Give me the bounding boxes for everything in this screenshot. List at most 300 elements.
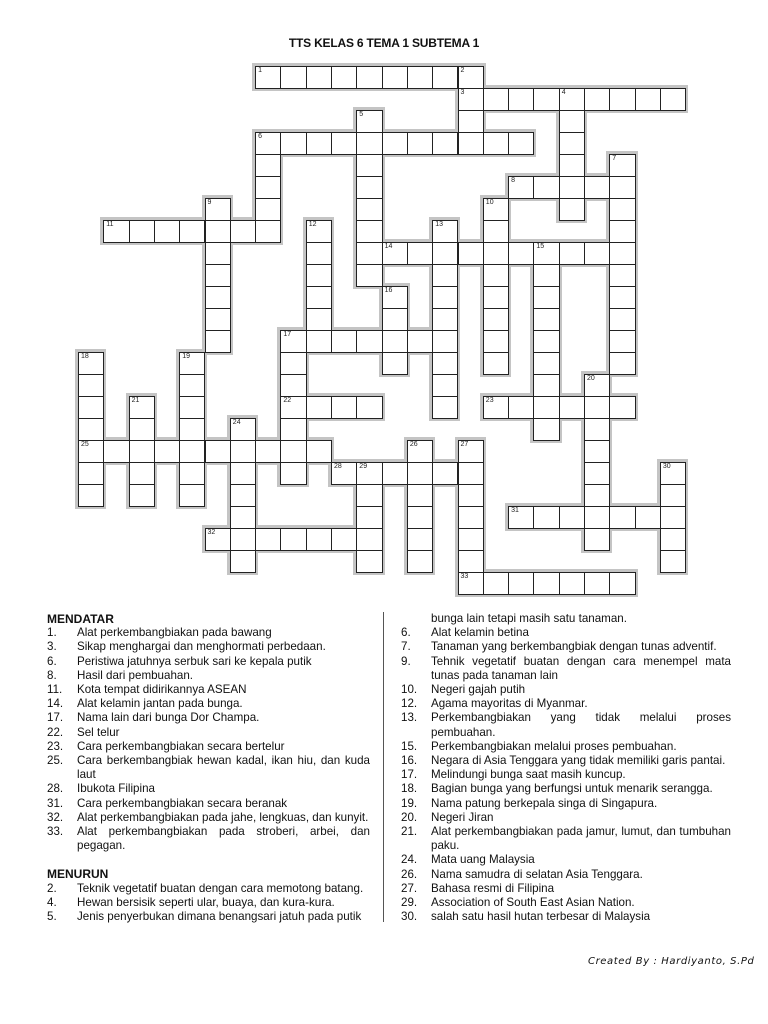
clue-number: 17. <box>47 711 64 725</box>
crossword-cell[interactable] <box>205 440 231 463</box>
crossword-cell[interactable] <box>205 308 231 331</box>
crossword-cell[interactable] <box>609 506 635 529</box>
crossword-cell[interactable] <box>660 462 686 485</box>
crossword-cell[interactable] <box>179 374 205 397</box>
crossword-cell[interactable] <box>205 264 231 287</box>
crossword-cell[interactable] <box>432 396 458 419</box>
clue-item <box>401 882 731 896</box>
clue-number: 10. <box>401 683 418 697</box>
crossword-cell[interactable] <box>78 374 104 397</box>
down-clue-list-continued <box>401 626 731 924</box>
crossword-cell[interactable] <box>533 308 559 331</box>
clue-text: Nama samudra di selatan Asia Tenggara. <box>431 867 643 881</box>
clue-text: Bagian bunga yang berfungsi untuk menarik serangga. <box>431 782 713 796</box>
crossword-cell[interactable] <box>154 440 180 463</box>
crossword-cell[interactable] <box>508 572 534 595</box>
crossword-cell[interactable] <box>584 88 610 111</box>
clue-number: 23. <box>47 739 64 753</box>
crossword-cell[interactable] <box>584 242 610 265</box>
crossword-cell[interactable] <box>609 198 635 221</box>
crossword-cell[interactable] <box>458 110 484 133</box>
crossword-cell[interactable] <box>407 330 433 353</box>
crossword-cell[interactable] <box>533 176 559 199</box>
crossword-cell[interactable] <box>382 286 408 309</box>
clue-number: 29. <box>401 896 418 910</box>
crossword-cell[interactable] <box>179 352 205 375</box>
crossword-cell[interactable] <box>306 396 332 419</box>
clue-item <box>47 825 370 853</box>
clue-number: 8. <box>47 668 57 682</box>
clue-item <box>47 626 370 640</box>
crossword-cell[interactable] <box>306 440 332 463</box>
crossword-cell[interactable] <box>533 418 559 441</box>
crossword-cell[interactable] <box>280 132 306 155</box>
crossword-cell[interactable] <box>179 396 205 419</box>
crossword-cell[interactable] <box>483 330 509 353</box>
crossword-cell[interactable] <box>280 66 306 89</box>
clue-number: 16. <box>401 754 418 768</box>
crossword-cell[interactable] <box>432 242 458 265</box>
cell-number: 22 <box>283 397 292 404</box>
crossword-cell[interactable] <box>458 506 484 529</box>
crossword-cell[interactable] <box>331 330 357 353</box>
cell-number: 13 <box>435 221 443 228</box>
crossword-cell[interactable] <box>356 484 382 507</box>
crossword-cell[interactable] <box>483 286 509 309</box>
crossword-cell[interactable] <box>559 176 585 199</box>
crossword-cell[interactable] <box>306 330 332 353</box>
crossword-cell[interactable] <box>255 66 281 89</box>
crossword-cell[interactable] <box>306 308 332 331</box>
crossword-cell[interactable] <box>533 374 559 397</box>
crossword-cell[interactable] <box>356 176 382 199</box>
crossword-cell[interactable] <box>129 484 155 507</box>
crossword-cell[interactable] <box>432 220 458 243</box>
crossword-cell[interactable] <box>205 528 231 551</box>
crossword-cell[interactable] <box>356 330 382 353</box>
clue-text: Alat perkembangbiakan pada jamur, lumut, dan tumbuhan paku. <box>431 825 731 853</box>
clue-item <box>401 740 731 754</box>
crossword-cell[interactable] <box>533 352 559 375</box>
crossword-cell[interactable] <box>559 242 585 265</box>
crossword-cell[interactable] <box>382 242 408 265</box>
crossword-cell[interactable] <box>129 440 155 463</box>
clue-item <box>401 853 731 867</box>
cell-number: 10 <box>485 199 494 206</box>
crossword-cell[interactable] <box>609 264 635 287</box>
crossword-cell[interactable] <box>280 462 306 485</box>
crossword-cell[interactable] <box>179 440 205 463</box>
crossword-cell[interactable] <box>255 440 281 463</box>
clue-item <box>47 910 370 924</box>
clue-number: 18. <box>401 782 418 796</box>
crossword-cell[interactable] <box>559 154 585 177</box>
crossword-cell[interactable] <box>331 528 357 551</box>
crossword-cell[interactable] <box>331 396 357 419</box>
crossword-cell[interactable] <box>356 264 382 287</box>
crossword-cell[interactable] <box>660 550 686 573</box>
crossword-cell[interactable] <box>280 528 306 551</box>
crossword-cell[interactable] <box>508 88 534 111</box>
crossword-cell[interactable] <box>129 462 155 485</box>
crossword-cell[interactable] <box>407 528 433 551</box>
clue-text: Alat perkembangbiakan pada bawang <box>77 626 272 640</box>
crossword-cell[interactable] <box>483 352 509 375</box>
crossword-cell[interactable] <box>508 396 534 419</box>
clue-item <box>47 669 370 683</box>
crossword-cell[interactable] <box>584 176 610 199</box>
clue-item <box>47 711 370 725</box>
clue-item <box>47 754 370 782</box>
crossword-cell[interactable] <box>129 396 155 419</box>
clue-number: 33. <box>47 825 64 839</box>
crossword-cell[interactable] <box>306 286 332 309</box>
clue-item <box>401 626 731 640</box>
crossword-cell[interactable] <box>609 308 635 331</box>
clue-item <box>401 640 731 654</box>
crossword-cell[interactable] <box>458 242 484 265</box>
crossword-cell[interactable] <box>230 506 256 529</box>
crossword-cell[interactable] <box>179 418 205 441</box>
crossword-cell[interactable] <box>609 154 635 177</box>
crossword-cell[interactable] <box>255 176 281 199</box>
crossword-cell[interactable] <box>660 506 686 529</box>
crossword-cell[interactable] <box>255 198 281 221</box>
crossword-cell[interactable] <box>230 440 256 463</box>
crossword-cell[interactable] <box>533 88 559 111</box>
crossword-cell[interactable] <box>584 484 610 507</box>
crossword-cell[interactable] <box>356 550 382 573</box>
cell-number: 30 <box>662 463 671 470</box>
crossword-cell[interactable] <box>533 264 559 287</box>
crossword-cell[interactable] <box>559 198 585 221</box>
clue-text: Tanaman yang berkembangbiak dengan tunas adventif. <box>431 640 717 654</box>
crossword-cell[interactable] <box>483 264 509 287</box>
clue-item <box>47 882 370 896</box>
crossword-cell[interactable] <box>356 462 382 485</box>
crossword-cell[interactable] <box>533 506 559 529</box>
crossword-cell[interactable] <box>609 286 635 309</box>
crossword-cell[interactable] <box>255 132 281 155</box>
crossword-cell[interactable] <box>559 506 585 529</box>
crossword-cell[interactable] <box>584 506 610 529</box>
crossword-cell[interactable] <box>306 66 332 89</box>
crossword-cell[interactable] <box>179 220 205 243</box>
crossword-cell[interactable] <box>458 88 484 111</box>
clue-number: 30. <box>401 910 418 924</box>
crossword-cell[interactable] <box>230 220 256 243</box>
clue-item <box>401 868 731 882</box>
crossword-cell[interactable] <box>584 396 610 419</box>
crossword-cell[interactable] <box>280 418 306 441</box>
crossword-cell[interactable] <box>382 308 408 331</box>
cell-number: 19 <box>182 353 190 360</box>
clue-number: 15. <box>401 739 418 753</box>
crossword-cell[interactable] <box>129 418 155 441</box>
crossword-cell[interactable] <box>533 572 559 595</box>
clues-left-column <box>47 612 370 924</box>
crossword-cell[interactable] <box>230 550 256 573</box>
crossword-cell[interactable] <box>407 484 433 507</box>
crossword-cell[interactable] <box>584 572 610 595</box>
clue-text: Hasil dari pembuahan. <box>77 668 194 682</box>
crossword-cell[interactable] <box>356 220 382 243</box>
crossword-cell[interactable] <box>356 396 382 419</box>
cell-number: 9 <box>207 199 212 206</box>
crossword-cell[interactable] <box>382 462 408 485</box>
crossword-cell[interactable] <box>584 528 610 551</box>
crossword-cell[interactable] <box>78 418 104 441</box>
crossword-cell[interactable] <box>179 484 205 507</box>
cell-number: 2 <box>460 67 465 74</box>
clue-number: 32. <box>47 810 64 824</box>
clue-text: Agama mayoritas di Myanmar. <box>431 697 588 711</box>
crossword-cell[interactable] <box>432 462 458 485</box>
clue-number: 21. <box>401 825 418 839</box>
crossword-cell[interactable] <box>483 198 509 221</box>
clue-text: Cara perkembangbiakan secara beranak <box>77 796 288 810</box>
crossword-cell[interactable] <box>660 484 686 507</box>
clue-text: Hewan bersisik seperti ular, buaya, dan kura-kura. <box>77 895 335 909</box>
crossword-cell[interactable] <box>483 308 509 331</box>
crossword-cell[interactable] <box>458 462 484 485</box>
crossword-cell[interactable] <box>78 352 104 375</box>
crossword-cell[interactable] <box>306 264 332 287</box>
page-title: TTS KELAS 6 TEMA 1 SUBTEMA 1 <box>288 36 480 50</box>
clue-text: salah satu hasil hutan terbesar di Malaysia <box>431 910 651 924</box>
cell-number: 14 <box>384 243 393 250</box>
crossword-cell[interactable] <box>407 242 433 265</box>
clue-text: Sikap menghargai dan menghormati perbedaan. <box>77 640 326 654</box>
crossword-cell[interactable] <box>356 154 382 177</box>
clue-item <box>47 726 370 740</box>
clues-right-column <box>401 612 731 924</box>
crossword-cell[interactable] <box>255 528 281 551</box>
crossword-cell[interactable] <box>483 88 509 111</box>
crossword-cell[interactable] <box>432 308 458 331</box>
crossword-cell[interactable] <box>382 132 408 155</box>
crossword-cell[interactable] <box>432 374 458 397</box>
author-credit: Created By : Hardiyanto, S.Pd <box>588 956 755 967</box>
crossword-cell[interactable] <box>458 528 484 551</box>
crossword-cell[interactable] <box>458 484 484 507</box>
crossword-cell[interactable] <box>458 132 484 155</box>
crossword-cell[interactable] <box>205 198 231 221</box>
crossword-cell[interactable] <box>356 198 382 221</box>
crossword-cell[interactable] <box>103 220 129 243</box>
crossword-cell[interactable] <box>533 242 559 265</box>
crossword-cell[interactable] <box>508 242 534 265</box>
crossword-cell[interactable] <box>483 242 509 265</box>
clue-item <box>47 655 370 669</box>
crossword-cell[interactable] <box>407 66 433 89</box>
crossword-cell[interactable] <box>280 330 306 353</box>
clue-number: 13. <box>401 711 418 725</box>
crossword-cell[interactable] <box>356 132 382 155</box>
crossword-cell[interactable] <box>280 374 306 397</box>
clue-text: Tehnik vegetatif buatan dengan cara menempel mata tunas pada tanaman lain <box>431 654 731 682</box>
crossword-cell[interactable] <box>609 242 635 265</box>
clue-number: 28. <box>47 782 64 796</box>
crossword-cell[interactable] <box>356 506 382 529</box>
crossword-cell[interactable] <box>584 462 610 485</box>
crossword-cell[interactable] <box>609 396 635 419</box>
crossword-cell[interactable] <box>78 462 104 485</box>
crossword-cell[interactable] <box>609 352 635 375</box>
crossword-cell[interactable] <box>331 132 357 155</box>
cell-number: 21 <box>131 397 140 404</box>
crossword-cell[interactable] <box>407 506 433 529</box>
cell-number: 24 <box>232 419 241 426</box>
clue-continuation: bunga lain tetapi masih satu tanaman. <box>431 612 627 625</box>
crossword-cell[interactable] <box>78 440 104 463</box>
crossword-cell[interactable] <box>559 132 585 155</box>
crossword-cell[interactable] <box>609 176 635 199</box>
crossword-cell[interactable] <box>508 132 534 155</box>
crossword-cell[interactable] <box>432 132 458 155</box>
crossword-cell[interactable] <box>205 242 231 265</box>
clue-number: 24. <box>401 853 418 867</box>
clue-number: 5. <box>47 910 57 924</box>
cell-number: 4 <box>561 89 566 96</box>
clue-text: Nama lain dari bunga Dor Champa. <box>77 711 260 725</box>
crossword-cell[interactable] <box>306 132 332 155</box>
clue-text: Mata uang Malaysia <box>431 853 535 867</box>
cell-number: 5 <box>359 111 364 118</box>
cell-number: 8 <box>511 177 515 184</box>
crossword-cell[interactable] <box>635 506 661 529</box>
crossword-cell[interactable] <box>230 528 256 551</box>
crossword-cell[interactable] <box>635 88 661 111</box>
crossword-cell[interactable] <box>483 132 509 155</box>
crossword-cell[interactable] <box>559 110 585 133</box>
clue-text: Cara perkembangbiakan secara bertelur <box>77 739 285 753</box>
clue-number: 22. <box>47 725 64 739</box>
down-clue-list <box>47 882 370 925</box>
clue-text: Alat kelamin jantan pada bunga. <box>77 697 243 711</box>
crossword-cell[interactable] <box>609 220 635 243</box>
down-heading: MENURUN <box>47 867 109 882</box>
crossword-cell[interactable] <box>129 220 155 243</box>
crossword-cell[interactable] <box>154 220 180 243</box>
crossword-cell[interactable] <box>356 242 382 265</box>
crossword-cell[interactable] <box>584 440 610 463</box>
crossword-cell[interactable] <box>483 396 509 419</box>
crossword-cell[interactable] <box>533 396 559 419</box>
crossword-cell[interactable] <box>483 572 509 595</box>
crossword-cell[interactable] <box>382 66 408 89</box>
crossword-cell[interactable] <box>205 220 231 243</box>
crossword-cell[interactable] <box>356 66 382 89</box>
crossword-cell[interactable] <box>458 572 484 595</box>
crossword-cell[interactable] <box>432 352 458 375</box>
crossword-cell[interactable] <box>458 66 484 89</box>
crossword-cell[interactable] <box>432 264 458 287</box>
crossword-cell[interactable] <box>407 440 433 463</box>
crossword-cell[interactable] <box>533 330 559 353</box>
crossword-cell[interactable] <box>306 242 332 265</box>
crossword-cell[interactable] <box>78 396 104 419</box>
crossword-cell[interactable] <box>331 66 357 89</box>
cell-number: 12 <box>308 221 317 228</box>
crossword-cell[interactable] <box>559 88 585 111</box>
crossword-cell[interactable] <box>584 374 610 397</box>
clue-text: Jenis penyerbukan dimana benangsari jatuh pada putik <box>77 910 362 924</box>
crossword-cell[interactable] <box>306 220 332 243</box>
crossword-cell[interactable] <box>205 330 231 353</box>
crossword-cell[interactable] <box>382 352 408 375</box>
clue-item <box>401 910 731 924</box>
clue-text: Negara di Asia Tenggara yang tidak memiliki garis pantai. <box>431 754 726 768</box>
crossword-cell[interactable] <box>280 396 306 419</box>
cell-number: 32 <box>207 529 216 536</box>
clue-text: Bahasa resmi di Filipina <box>431 881 555 895</box>
crossword-cell[interactable] <box>609 88 635 111</box>
crossword-cell[interactable] <box>382 330 408 353</box>
crossword-cell[interactable] <box>609 330 635 353</box>
clue-item <box>47 740 370 754</box>
clue-item <box>47 683 370 697</box>
crossword-cell[interactable] <box>432 66 458 89</box>
crossword-cell[interactable] <box>407 462 433 485</box>
crossword-cell[interactable] <box>458 440 484 463</box>
crossword-cell[interactable] <box>306 528 332 551</box>
crossword-cell[interactable] <box>255 154 281 177</box>
crossword-cell[interactable] <box>103 440 129 463</box>
crossword-cell[interactable] <box>508 506 534 529</box>
clue-item <box>401 782 731 796</box>
crossword-cell[interactable] <box>407 132 433 155</box>
crossword-cell[interactable] <box>230 418 256 441</box>
clue-text: Perkembangbiakan yang tidak melalui proses pembuahan. <box>431 711 731 739</box>
crossword-cell[interactable] <box>660 528 686 551</box>
crossword-cell[interactable] <box>508 176 534 199</box>
crossword-cell[interactable] <box>331 462 357 485</box>
clue-number: 25. <box>47 754 64 768</box>
crossword-cell[interactable] <box>533 286 559 309</box>
crossword-cell[interactable] <box>356 528 382 551</box>
crossword-cell[interactable] <box>559 396 585 419</box>
crossword-cell[interactable] <box>78 484 104 507</box>
cell-number: 20 <box>587 375 595 382</box>
crossword-cell[interactable] <box>458 550 484 573</box>
clue-text: Association of South East Asian Nation. <box>431 896 635 910</box>
crossword-cell[interactable] <box>280 440 306 463</box>
crossword-cell[interactable] <box>230 484 256 507</box>
cell-number: 6 <box>258 133 262 140</box>
crossword-cell[interactable] <box>559 572 585 595</box>
crossword-cell[interactable] <box>584 418 610 441</box>
clue-number: 12. <box>401 697 418 711</box>
crossword-cell[interactable] <box>280 352 306 375</box>
crossword-cell[interactable] <box>483 220 509 243</box>
crossword-cell[interactable] <box>432 330 458 353</box>
clue-number: 6. <box>401 626 411 640</box>
crossword-cell[interactable] <box>230 462 256 485</box>
crossword-cell[interactable] <box>356 110 382 133</box>
clue-item <box>401 711 731 739</box>
crossword-cell[interactable] <box>255 220 281 243</box>
clue-item <box>401 797 731 811</box>
crossword-cell[interactable] <box>432 286 458 309</box>
crossword-cell[interactable] <box>660 88 686 111</box>
clue-text: Peristiwa jatuhnya serbuk sari ke kepala putik <box>77 654 312 668</box>
crossword-cell[interactable] <box>609 572 635 595</box>
crossword-cell[interactable] <box>205 286 231 309</box>
crossword-cell[interactable] <box>407 550 433 573</box>
crossword-cell[interactable] <box>179 462 205 485</box>
cell-number: 17 <box>283 331 292 338</box>
